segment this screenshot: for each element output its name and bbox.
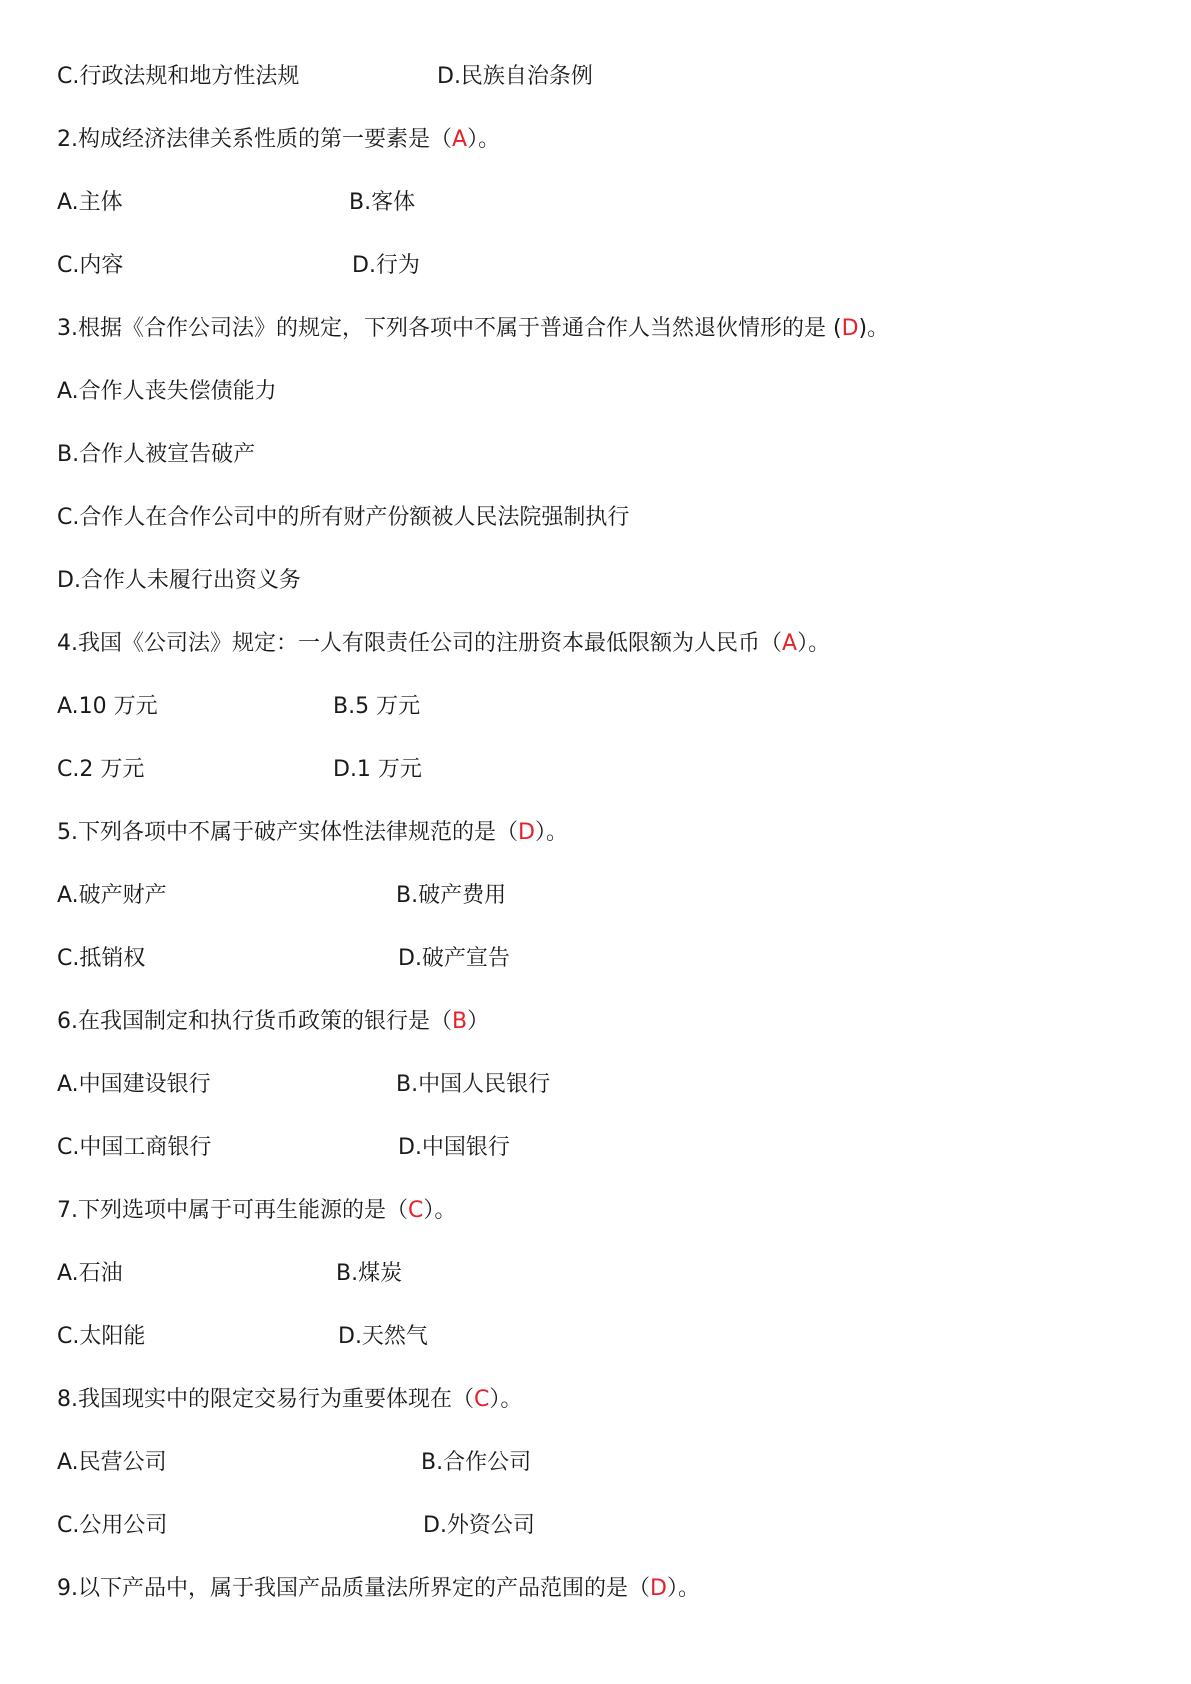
option-a: A.主体 [57,190,123,215]
option-c: C.抵销权 [57,946,146,971]
option-c: C.合作人在合作公司中的所有财产份额被人民法院强制执行 [57,505,630,530]
answer: A [782,631,798,656]
option-d: D.破产宣告 [398,946,510,971]
question-text-end: ）。 [666,1576,700,1601]
option-b: B.合作人被宣告破产 [57,442,256,467]
option-a: A.民营公司 [57,1450,167,1475]
option-d: D.合作人未履行出资义务 [57,568,301,593]
option-c: C.太阳能 [57,1324,146,1349]
option-a: A.10 万元 [57,694,158,719]
question-text: 3.根据《合作公司法》的规定，下列各项中不属于普通合作人当然退伙情形的是 ( [57,316,842,341]
question-9 [57,1574,700,1604]
question-7 [57,1196,456,1226]
option-b: B.5 万元 [333,694,421,719]
question-text-end: ）。 [467,127,501,152]
option-a: A.破产财产 [57,883,167,908]
question-4 [57,629,830,659]
answer: A [452,127,468,152]
question-8 [57,1385,522,1415]
option-c: C.行政法规和地方性法规 [57,64,300,89]
question-text: 6.在我国制定和执行货币政策的银行是（ [57,1009,452,1034]
question-5 [57,818,568,848]
question-text-end: )。 [858,316,890,341]
answer: C [474,1387,490,1412]
option-c: C.中国工商银行 [57,1135,212,1160]
question-6 [57,1007,489,1037]
question-text: 2.构成经济法律关系性质的第一要素是（ [57,127,452,152]
question-3 [57,314,889,344]
question-text: 4.我国《公司法》规定：一人有限责任公司的注册资本最低限额为人民币（ [57,631,782,656]
option-b: B.客体 [349,190,416,215]
question-text-end: ）。 [489,1387,523,1412]
answer: D [650,1576,667,1601]
option-a: A.合作人丧失偿债能力 [57,379,277,404]
question-text: 5.下列各项中不属于破产实体性法律规范的是（ [57,820,518,845]
option-c: C.公用公司 [57,1513,168,1538]
option-d: D.1 万元 [333,757,422,782]
question-text: 7.下列选项中属于可再生能源的是（ [57,1198,408,1223]
option-b: B.中国人民银行 [396,1072,551,1097]
question-text-end: ）。 [423,1198,457,1223]
option-d: D.中国银行 [398,1135,510,1160]
question-text: 8.我国现实中的限定交易行为重要体现在（ [57,1387,474,1412]
option-d: D.天然气 [338,1324,428,1349]
answer: D [841,316,859,341]
answer: B [452,1009,468,1034]
question-text: 9.以下产品中，属于我国产品质量法所界定的产品范围的是（ [57,1576,650,1601]
option-d: D.外资公司 [423,1513,535,1538]
option-b: B.合作公司 [421,1450,532,1475]
option-c: C.2 万元 [57,757,145,782]
option-d: D.行为 [352,253,420,278]
answer: D [518,820,535,845]
option-a: A.石油 [57,1261,123,1286]
question-2 [57,125,500,155]
question-text-end: ） [467,1009,490,1034]
answer: C [408,1198,424,1223]
option-d: D.民族自治条例 [437,64,593,89]
option-a: A.中国建设银行 [57,1072,211,1097]
option-c: C.内容 [57,253,124,278]
question-text-end: ）。 [797,631,831,656]
option-b: B.破产费用 [396,883,507,908]
option-b: B.煤炭 [336,1261,403,1286]
question-text-end: ）。 [534,820,568,845]
